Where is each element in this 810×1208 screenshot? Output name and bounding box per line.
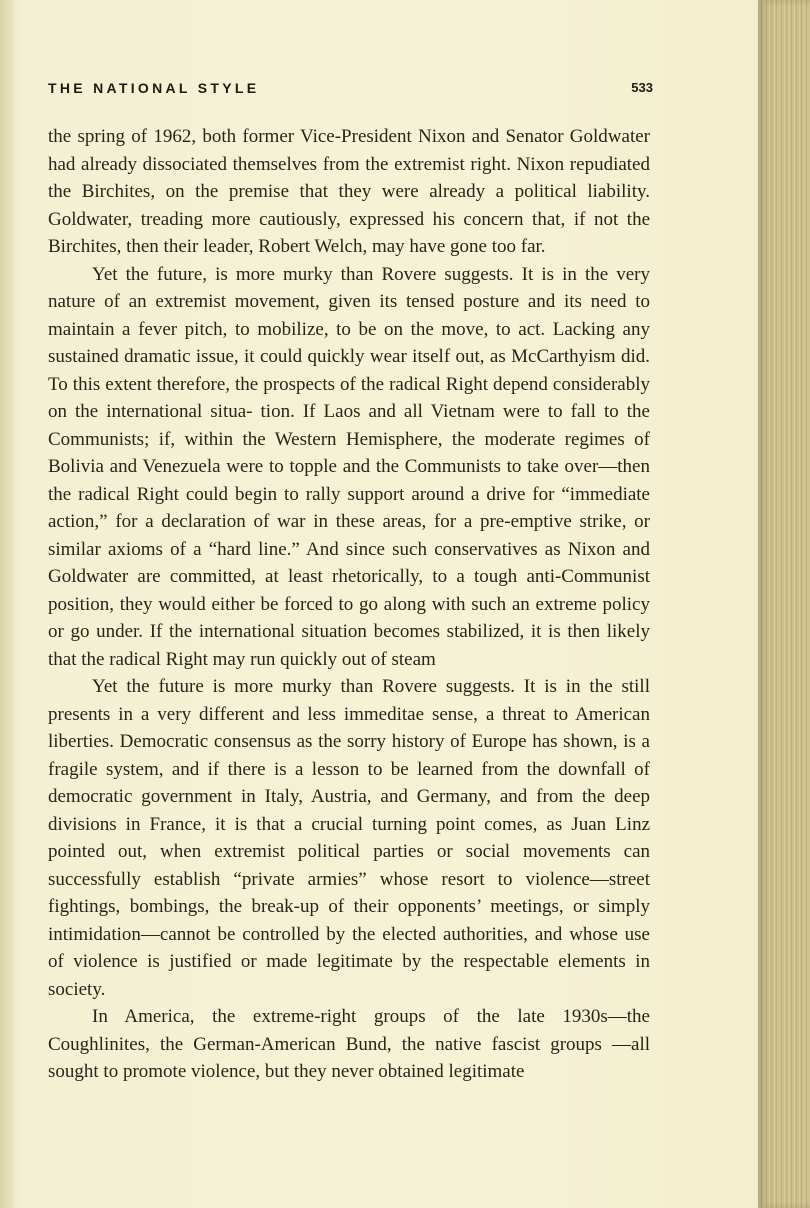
paragraph: In America, the extreme-right groups of the late 1930s—the Coughlinites, the German-American Bund, the native fascist groups —all sought to promote violence, but they never obtained legitimate [48, 1006, 650, 1082]
page-number: 533 [631, 80, 653, 95]
paragraph: Yet the future, is more murky than Rovere suggests. It is in the very nature of an extremist movement, given its tensed posture and its need to maintain a fever pitch, to mobilize, to be on the move, to act. Lacking any sustained dramatic issue, it could quickly wear itself out, as McCarthyism did. To this extent therefore, the prospects of the radical Right depend considerably on the international situa- tion. If Laos and all Vietnam were to fall to the Communists; if, within the Western Hemisphere, the moderate regimes of Bolivia and Venezuela were to topple and the Communists to take over—then the radical Right could begin to rally support around a drive for “immediate action,” for a declaration of war in these areas, for a pre-emptive strike, or similar axioms of a “hard line.” And since such conservatives as Nixon and Goldwater are committed, at least rhetorically, to a tough anti-Communist position, they would either be forced to go along with such an extreme policy or go under. If the international situation becomes stabilized, it is then likely that the radical Right may run quickly out of steam [48, 263, 650, 670]
running-head-title: THE NATIONAL STYLE [48, 80, 260, 96]
body-text [48, 123, 650, 1086]
paragraph-continued: the spring of 1962, both former Vice-President Nixon and Senator Goldwater had already dissociated themselves from the extremist right. Nixon repudiated the Birchites, on the premise that they were already a political liability. Goldwater, treading more cautiously, expressed his concern that, if not the Birchites, then their leader, Robert Welch, may have gone too far. [48, 126, 650, 257]
running-header [48, 80, 653, 100]
spine-edge [0, 0, 14, 1208]
page-edges [758, 0, 810, 1208]
paragraph: Yet the future is more murky than Rovere suggests. It is in the still presents in a very different and less immeditae sense, a threat to American liberties. Democratic consensus as the sorry history of Europe has shown, is a fragile system, and if there is a lesson to be learned from the downfall of democratic government in Italy, Austria, and Germany, and from the deep divisions in France, it is that a crucial turning point comes, as Juan Linz pointed out, when extremist political parties or social movements can successfully establish “private armies” whose resort to violence—street fightings, bombings, the break-up of their opponents’ meetings, or simply intimidation—cannot be controlled by the elected authorities, and whose use of violence is justified or made legitimate by the respectable elements in society. [48, 676, 650, 1000]
